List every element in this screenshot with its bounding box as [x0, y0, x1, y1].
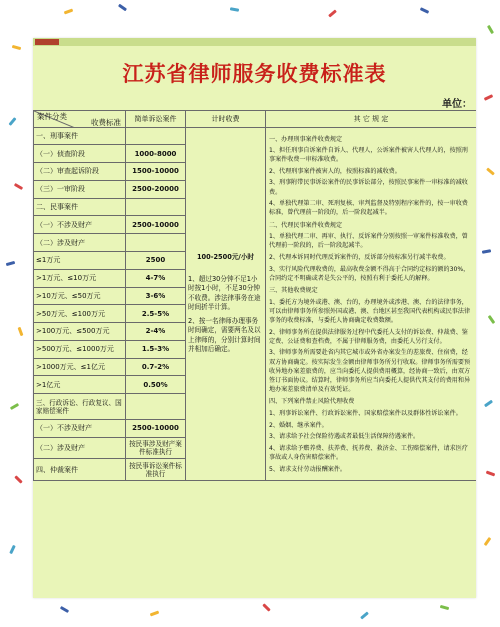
simple-fee-cell: 2.5-5% [126, 305, 186, 323]
rule-item: 5、请求支付劳动报酬案件。 [269, 465, 347, 473]
table-header-row [34, 111, 477, 128]
header-hourly: 计时收费 [186, 111, 266, 128]
case-category-cell: （一）不涉及财产 [34, 420, 126, 438]
rule-section-heading: 三、其他收费规定 [269, 287, 318, 295]
hourly-note-1: 1、超过30分钟不足1小时按1小时，不足30分钟不收费。涉法律事务在途时间折半计算。 [188, 274, 261, 312]
simple-fee-cell: 2500-10000 [126, 420, 186, 438]
case-category-cell: >500万元、≤1000万元 [34, 340, 126, 358]
simple-fee-cell [126, 394, 186, 420]
rule-item: 1、单独代理二审、再审、执行、反诉案件分别按照一审案件标准收费，曾代理前一阶段的，后一阶段起减半。 [269, 233, 468, 250]
simple-fee-cell: 0.50% [126, 376, 186, 394]
fee-standard-sheet [33, 38, 476, 598]
header-diagonal-cell [34, 111, 126, 128]
case-category-cell: ≤1万元 [34, 251, 126, 269]
case-category-cell: （二）审查起诉阶段 [34, 163, 126, 181]
unit-label: 单位： [442, 99, 472, 110]
case-category-cell: >50万元、≤100万元 [34, 305, 126, 323]
rule-section-heading: 一、办理刑事案件收费规定 [269, 135, 343, 143]
table-title: 江苏省律师服务收费标准表 [122, 62, 387, 86]
rule-item: 4、请求给予赡养费、扶养费、抚养费、救济金、工伤赔偿案件，请求医疗事故或人身伤害赔偿案件。 [269, 444, 468, 462]
simple-fee-cell: 1500-10000 [126, 163, 186, 181]
case-category-cell: >100万元、≤500万元 [34, 323, 126, 341]
rule-item: 1、担任刑事自诉案件自诉人、代理人，公诉案件被害人代理人的，按照刑事案件收费一审标准收费。 [269, 147, 468, 164]
rule-item: 2、代理刑事案件被害人的，按照标准的减收费。 [269, 167, 401, 175]
simple-fee-cell: 1000-8000 [126, 145, 186, 163]
case-category-cell: （一）不涉及财产 [34, 216, 126, 234]
case-category-cell: 三、行政诉讼、行政复议、国家赔偿案件 [34, 394, 126, 420]
rule-item: 2、婚姻、继承案件。 [269, 421, 328, 429]
simple-fee-cell: 1.5-3% [126, 340, 186, 358]
simple-fee-cell [126, 234, 186, 252]
rule-item: 2、律师事务所在提供法律服务过程中代委托人支付的诉讼费、仲裁费、鉴定费、公证费和查档费，不属于律师服务费，由委托人另行支付。 [269, 328, 468, 345]
case-category-cell: 四、仲裁案件 [34, 459, 126, 481]
other-rules-cell [266, 127, 477, 481]
case-category-cell: （二）涉及财产 [34, 437, 126, 459]
case-category-cell: 一、刑事案件 [34, 127, 126, 145]
case-category-cell: （一）侦查阶段 [34, 145, 126, 163]
simple-fee-cell: 2500-20000 [126, 180, 186, 198]
case-category-cell: 二、民事案件 [34, 198, 126, 216]
rule-item: 3、请求给予社会保险待遇或者最低生活保障待遇案件。 [269, 433, 420, 441]
rule-item: 3、实行风险代理收费的，最高收费金额不得高于合同约定标的额的30%，合同约定不明确或者是失公平的，按照有利于委托人的解释。 [269, 265, 470, 282]
rule-item: 3、刑事附带民事诉讼案件的民事诉讼部分，按照民事案件一审标准的减收费。 [269, 179, 468, 196]
header-simple-cases: 简单诉讼案件 [126, 111, 186, 128]
rule-item: 1、刑事诉讼案件、行政诉讼案件、国家赔偿案件以及群体性诉讼案件。 [269, 410, 462, 418]
hourly-rate: 100-2500元/小时 [196, 253, 255, 262]
header-case-category: 案件分类 [37, 111, 67, 121]
case-category-cell: （二）涉及财产 [34, 234, 126, 252]
simple-fee-cell: 3-6% [126, 287, 186, 305]
simple-fee-cell: 2500 [126, 251, 186, 269]
hourly-fee-cell [186, 127, 266, 481]
case-category-cell: >10万元、≤50万元 [34, 287, 126, 305]
table-row [34, 127, 477, 145]
rule-item: 2、代理本诉同时代理反诉案件的，反诉部分按标准另行减半收费。 [269, 254, 450, 262]
simple-fee-cell: 0.7-2% [126, 358, 186, 376]
case-category-cell: >1亿元 [34, 376, 126, 394]
rule-section-heading: 四、下列案件禁止风险代理收费 [269, 398, 355, 406]
sheet-corner-mark [35, 39, 59, 45]
case-category-cell: （三）一审阶段 [34, 180, 126, 198]
simple-fee-cell: 2-4% [126, 323, 186, 341]
case-category-cell: >1万元、≤10万元 [34, 269, 126, 287]
simple-fee-cell [126, 127, 186, 145]
simple-fee-cell [126, 198, 186, 216]
hourly-note-2: 2、按一名律师办理事务时间确定，需要两名及以上律师的，分别计算时间并相加后确定。 [188, 316, 261, 354]
simple-fee-cell: 4-7% [126, 269, 186, 287]
header-fee-standard: 收费标准 [91, 118, 121, 127]
fee-table [33, 110, 476, 481]
simple-fee-cell: 按民事涉及财产案件标准执行 [126, 437, 186, 459]
header-other-rules: 其 它 规 定 [266, 111, 477, 128]
case-category-cell: >1000万元、≤1亿元 [34, 358, 126, 376]
rule-item: 3、律师事务所需要赴省内其它城市或外省办案发生的差旅费、住宿费，经双方协商确定。按实际发生金额由律师事务所另行收取。律师事务所需要预收异地办案差旅费的，应当向委托人提供费用概算，经协商一致后，由双方签订书面协议。结算时，律师事务所应当向委托人提供代其支付的费用和异地办案差旅费清单及有效凭证。 [269, 349, 471, 394]
sheet-top-bar [33, 38, 476, 46]
rule-section-heading: 二、代理民事案件收费规定 [269, 221, 343, 229]
rule-item: 4、单独代理第二审、死刑复核、审判监督及特别程序案件的，按一审收费标准，曾代理前一阶段的，后一阶段起减半。 [269, 200, 468, 217]
simple-fee-cell: 按民事诉讼案件标准执行 [126, 459, 186, 481]
rule-item: 1、委托方为境外或港、澳、台的，办理境外或涉港、澳、台的法律事务，可以由律师事务所参照外国或港、澳、台地区甚至我国代表机构或民事法律事务的收费标准，与委托人协商确定收费数额。 [269, 298, 471, 325]
simple-fee-cell: 2500-10000 [126, 216, 186, 234]
